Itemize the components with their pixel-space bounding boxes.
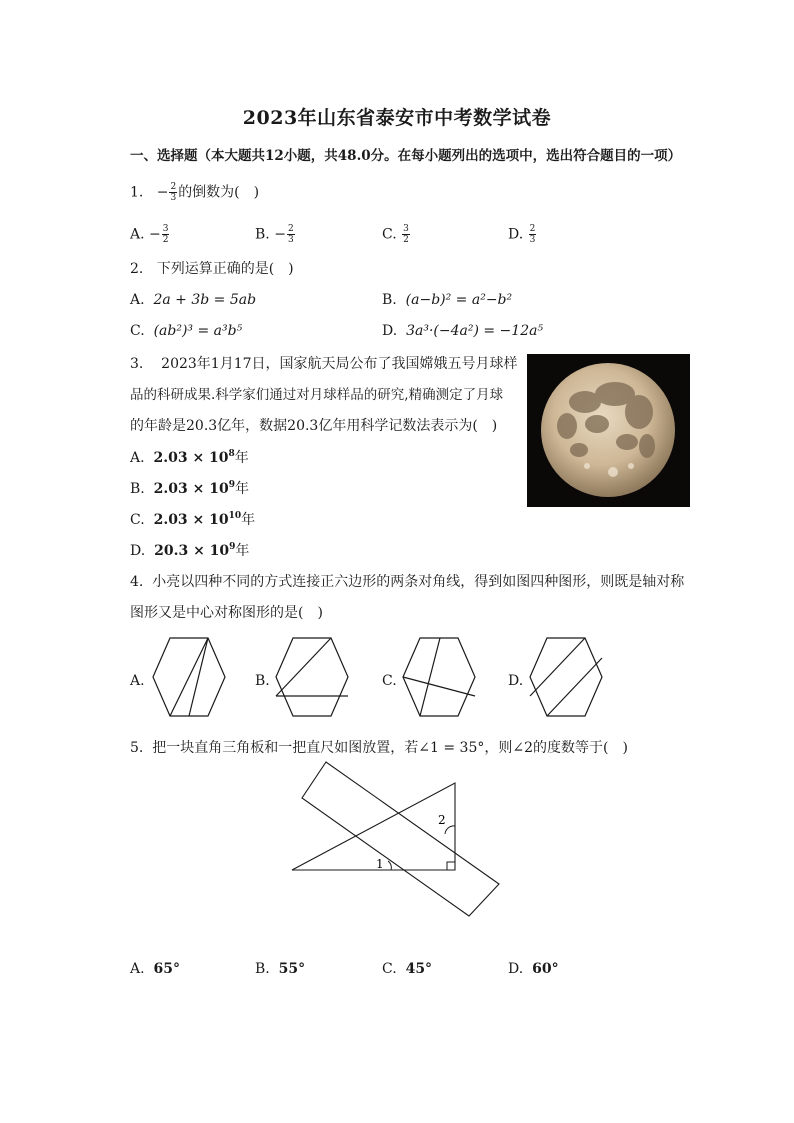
section-heading: 一、选择题（本大题共12小题，共48.0分。在每小题列出的选项中，选出符合题目的一项） (130, 148, 682, 164)
question-3-line-2: 品的科研成果.科学家们通过对月球样品的研究,精确测定了月球 (130, 387, 504, 403)
q4-option-d[interactable]: D. (508, 673, 524, 689)
question-1-number: 1. (130, 184, 144, 201)
question-4-line-1: 4. 小亮以四种不同的方式连接正六边形的两条对角线，得到如图四种图形，则既是轴对称 (130, 574, 685, 590)
angle-1-label: 1 (376, 857, 384, 871)
page-title: 2023年山东省泰安市中考数学试卷 (242, 107, 552, 129)
moon-photo (527, 354, 690, 507)
question-3-line-1: 3. 2023年1月17日，国家航天局公布了我国嫦娥五号月球样 (130, 356, 518, 372)
hexagon-figure-d (527, 636, 607, 720)
q3-option-a[interactable]: A. $2.03 \times 10^8$年 (130, 449, 249, 466)
angle-2-label: 2 (438, 813, 446, 827)
question-4-line-2: 图形又是中心对称图形的是( ) (130, 605, 323, 621)
q4-option-a[interactable]: A. (130, 673, 145, 689)
ruler-shape (302, 762, 499, 916)
hexagon-figure-b (273, 636, 353, 720)
q2-option-a[interactable]: A. 2a + 3b = 5ab (130, 292, 257, 308)
question-2: 2. 下列运算正确的是( ) (130, 261, 294, 277)
q2-option-b[interactable]: B. (a−b)² = a²−b² (382, 292, 513, 308)
q3-option-b[interactable]: B. $2.03 \times 10^9$年 (130, 480, 249, 497)
question-1-fraction: $\frac{2}{3}$ (170, 182, 177, 203)
q1-option-b[interactable]: B. − $\frac{2}{3}$ (255, 224, 294, 245)
q3-option-d[interactable]: D. $20.3 \times 10^9$年 (130, 542, 250, 559)
q4-option-c[interactable]: C. (382, 673, 397, 689)
q3-option-c[interactable]: C. $2.03 \times 10^{10}$年 (130, 511, 256, 528)
moon-illustration (527, 354, 690, 507)
q1-option-d[interactable]: D. $\frac{2}{3}$ (508, 224, 536, 245)
q2-option-d[interactable]: D. 3a³·(−4a²) = −12a⁵ (382, 323, 544, 339)
question-2-stem: 下列运算正确的是( ) (156, 261, 294, 277)
q1-option-a[interactable]: A. − $\frac{3}{2}$ (130, 224, 169, 245)
question-1: 1. − $\frac{2}{3}$ 的倒数为( ) (130, 182, 260, 203)
q5-option-b[interactable]: B. 55° (255, 961, 306, 977)
q4-option-b[interactable]: B. (255, 673, 270, 689)
hexagon-figure-a (150, 636, 230, 720)
q2-option-c[interactable]: C. (ab²)³ = a³b⁵ (130, 323, 243, 339)
triangle-ruler-figure (285, 758, 505, 923)
q1-option-c[interactable]: C. $\frac{3}{2}$ (382, 224, 409, 245)
question-3-line-3: 的年龄是20.3亿年，数据20.3亿年用科学记数法表示为( ) (130, 418, 498, 434)
q5-option-a[interactable]: A. 65° (130, 961, 180, 977)
q5-option-c[interactable]: C. 45° (382, 961, 433, 977)
hexagon-figure-c (400, 636, 480, 720)
question-1-stem: 的倒数为( ) (178, 184, 260, 201)
question-5: 5. 把一块直角三角板和一把直尺如图放置，若∠1 = 35°，则∠2的度数等于( ) (130, 740, 628, 756)
q5-option-d[interactable]: D. 60° (508, 961, 559, 977)
